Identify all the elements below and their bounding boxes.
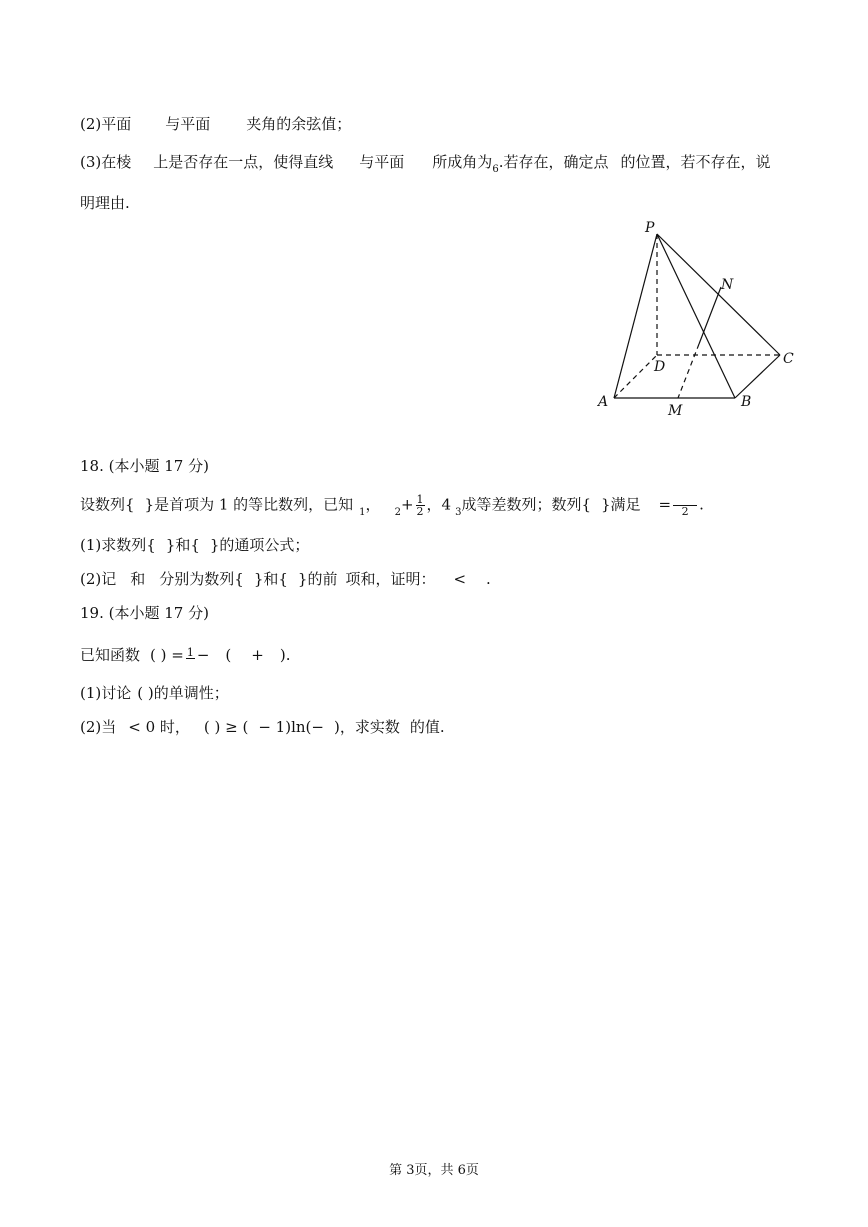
q18-sub3: 3: [455, 506, 462, 518]
q18-stem-c: 成等差数列；数列{: [461, 495, 591, 514]
q17-part2-text-c: 夹角的余弦值；: [246, 115, 352, 133]
q18-fraction2: [673, 494, 697, 517]
q18-sub2: 2: [394, 506, 401, 518]
q19-stem-end: ).: [279, 646, 291, 664]
q18-stem-b: }是首项为 1 的等比数列，已知: [144, 495, 354, 514]
q19-fraction: [186, 647, 195, 665]
edge-PB: [657, 234, 735, 398]
q17-part3-a: (3)在棱: [80, 153, 132, 171]
q18-part2-c: 分别为数列{: [159, 570, 244, 588]
q18-stem: [80, 494, 704, 518]
q18-period: .: [699, 495, 704, 514]
q18-part2-b: 和: [130, 570, 146, 588]
q19-part2-c: − 1)ln(−: [258, 718, 324, 736]
label-B: B: [741, 394, 752, 410]
q19-stem-b: (: [225, 646, 232, 664]
q18-comma2: ，4: [426, 495, 452, 514]
label-D: D: [654, 359, 666, 375]
q18-header-text: 18. (本小题 17 分): [80, 457, 209, 475]
q18-sub1: 1: [359, 506, 366, 518]
q17-part3-g: 的位置，若不存在，说: [620, 153, 771, 171]
q19-frac-den: [186, 658, 195, 665]
label-P: P: [645, 220, 655, 236]
q19-part2: [80, 717, 445, 737]
q18-part1-b: }和{: [165, 536, 200, 554]
q19-part2-lt: < 0 时，: [128, 718, 190, 736]
label-A: A: [598, 394, 609, 410]
edge-AD: [614, 355, 657, 398]
q19-stem: [80, 645, 290, 665]
q17-part3-continued: [80, 193, 130, 213]
q17-part3-f: .若存在，确定点: [498, 153, 609, 171]
q19-stem-plus: +: [251, 646, 264, 664]
q17-part3-e: 所成角为: [432, 153, 493, 171]
q18-part1: [80, 535, 309, 555]
q19-frac-num: 1: [186, 646, 194, 659]
q17-part3-c: ，使得直线: [258, 153, 334, 171]
q17-part3-d: 与平面: [359, 153, 405, 171]
q18-part1-c: }的通项公式；: [209, 536, 310, 554]
label-N: N: [721, 277, 734, 293]
q17-part2: [80, 114, 351, 134]
label-M: M: [668, 403, 683, 419]
q18-part1-a: (1)求数列{: [80, 536, 156, 554]
q18-part2-f: 项和，证明：: [345, 570, 436, 588]
q18-part2-e: }的前: [297, 570, 338, 588]
q18-comma1: ，: [365, 495, 381, 514]
q18-part2-a: (2)记: [80, 570, 117, 588]
q19-part2-a: (2)当: [80, 718, 117, 736]
q18-part2-lt: <: [453, 570, 467, 588]
q18-frac2-den: 2: [681, 505, 689, 518]
q18-stem-a: 设数列{: [80, 495, 135, 514]
q19-stem-paren: ( ) =: [150, 646, 184, 664]
q18-plus: +: [400, 495, 414, 514]
q18-stem-d: }满足: [600, 495, 641, 514]
q19-header-text: 19. (本小题 17 分): [80, 604, 209, 622]
label-C: C: [783, 351, 794, 367]
q19-part2-e: 的值.: [409, 718, 445, 736]
q18-part2-d: }和{: [253, 570, 288, 588]
q17-part2-text-b: 与平面: [165, 115, 211, 133]
q18-part2-end: .: [486, 570, 491, 588]
q19-part1-a: (1)讨论: [80, 684, 132, 702]
q19-header: [80, 603, 209, 623]
segment-MN-solid: [699, 287, 721, 344]
q18-eq: =: [658, 495, 672, 514]
q18-fraction: [416, 494, 425, 517]
q18-header: [80, 456, 209, 476]
page-footer: 第 3页，共 6页: [389, 1163, 479, 1178]
q19-stem-a: 已知函数: [80, 646, 141, 664]
q18-frac-num: 1: [416, 493, 424, 506]
q17-part3-b: 上是否存在一点: [153, 153, 259, 171]
pyramid-figure: [590, 214, 810, 424]
edge-PA: [614, 234, 657, 398]
q17-part3-h: 明理由.: [80, 194, 130, 212]
q18-frac-den: 2: [416, 505, 424, 518]
q17-part2-text-a: (2)平面: [80, 115, 132, 133]
q18-part2: [80, 569, 491, 589]
q19-part1-b: ( )的单调性；: [137, 684, 229, 702]
q17-angle-denominator: 6: [492, 164, 499, 175]
q17-part3: [80, 152, 770, 175]
q19-part2-b: ( ) ≥ (: [203, 718, 249, 736]
segment-MN-dashed: [678, 344, 699, 398]
q19-part2-d: )，求实数: [333, 718, 400, 736]
q19-stem-minus: −: [196, 646, 210, 664]
edge-BC: [735, 355, 780, 398]
q19-part1: [80, 683, 229, 703]
